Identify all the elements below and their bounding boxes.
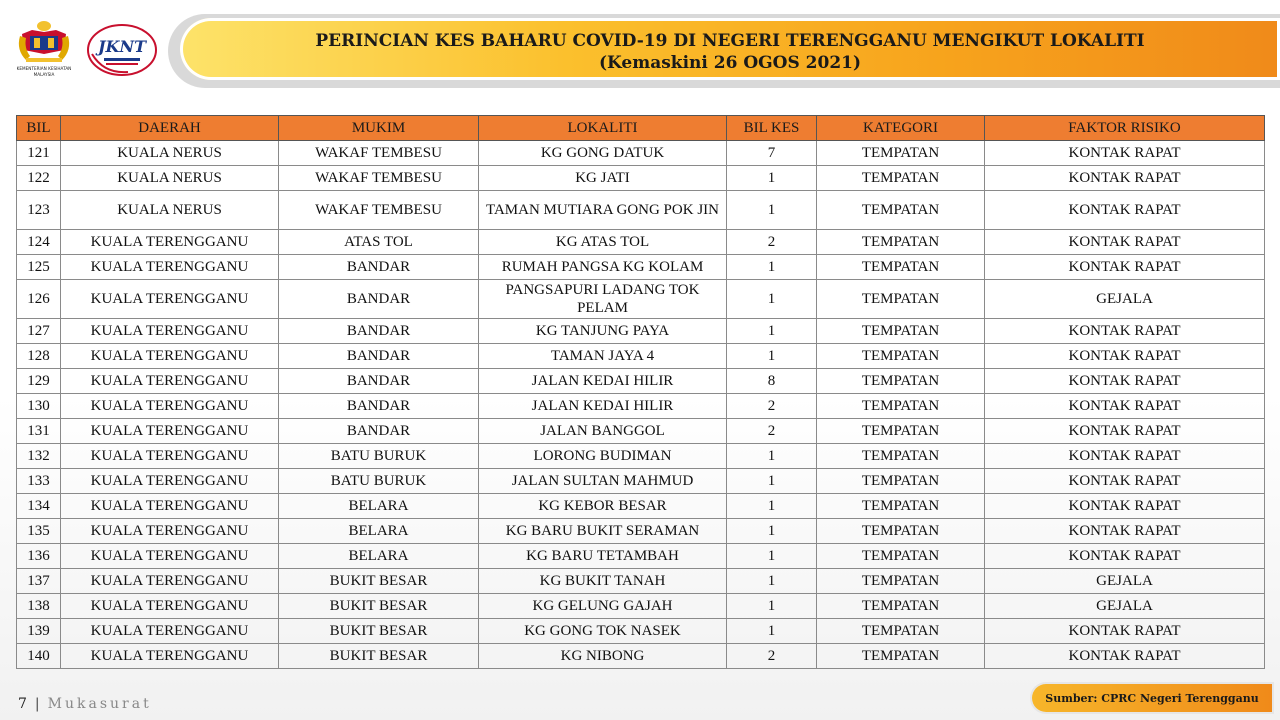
table-row: [17, 469, 1265, 494]
table-body: [17, 141, 1265, 669]
table-row: [17, 369, 1265, 394]
cell-kategori: TEMPATAN: [817, 644, 985, 669]
cell-daerah: KUALA NERUS: [61, 191, 279, 230]
cell-faktor-risiko: KONTAK RAPAT: [985, 494, 1265, 519]
cell-bil: 127: [17, 319, 61, 344]
cell-bil: 133: [17, 469, 61, 494]
cell-kategori: TEMPATAN: [817, 191, 985, 230]
cell-mukim: BANDAR: [279, 419, 479, 444]
cell-mukim: BATU BURUK: [279, 469, 479, 494]
cell-mukim: BUKIT BESAR: [279, 569, 479, 594]
col-header-lokaliti: LOKALITI: [479, 116, 727, 141]
cell-faktor-risiko: KONTAK RAPAT: [985, 141, 1265, 166]
cell-daerah: KUALA TERENGGANU: [61, 544, 279, 569]
cell-mukim: BANDAR: [279, 255, 479, 280]
cell-daerah: KUALA TERENGGANU: [61, 419, 279, 444]
table-row: [17, 319, 1265, 344]
cell-lokaliti: KG KEBOR BESAR: [479, 494, 727, 519]
cell-bil-kes: 1: [727, 619, 817, 644]
title-line-1: PERINCIAN KES BAHARU COVID-19 DI NEGERI TERENGGANU MENGIKUT LOKALITI: [315, 31, 1145, 51]
page-title: [280, 30, 1180, 74]
cell-mukim: BELARA: [279, 519, 479, 544]
cell-daerah: KUALA TERENGGANU: [61, 394, 279, 419]
cell-daerah: KUALA TERENGGANU: [61, 369, 279, 394]
cell-faktor-risiko: KONTAK RAPAT: [985, 369, 1265, 394]
table-row: [17, 166, 1265, 191]
cell-faktor-risiko: KONTAK RAPAT: [985, 255, 1265, 280]
table-row: [17, 141, 1265, 166]
cell-lokaliti: KG BARU BUKIT SERAMAN: [479, 519, 727, 544]
cell-mukim: BANDAR: [279, 319, 479, 344]
cell-kategori: TEMPATAN: [817, 494, 985, 519]
cell-daerah: KUALA TERENGGANU: [61, 344, 279, 369]
cell-bil-kes: 1: [727, 255, 817, 280]
table-row: [17, 230, 1265, 255]
cell-lokaliti: RUMAH PANGSA KG KOLAM: [479, 255, 727, 280]
cell-bil: 135: [17, 519, 61, 544]
cell-bil-kes: 1: [727, 569, 817, 594]
cell-bil-kes: 7: [727, 141, 817, 166]
cell-mukim: BELARA: [279, 544, 479, 569]
cell-mukim: WAKAF TEMBESU: [279, 141, 479, 166]
cell-bil: 121: [17, 141, 61, 166]
page-number: 7: [18, 696, 27, 712]
cell-bil: 123: [17, 191, 61, 230]
cell-faktor-risiko: KONTAK RAPAT: [985, 644, 1265, 669]
cell-lokaliti: KG JATI: [479, 166, 727, 191]
cell-bil: 124: [17, 230, 61, 255]
cell-daerah: KUALA TERENGGANU: [61, 319, 279, 344]
cell-lokaliti: JALAN KEDAI HILIR: [479, 369, 727, 394]
svg-text:JKNT: JKNT: [97, 37, 147, 56]
cell-kategori: TEMPATAN: [817, 369, 985, 394]
table-row: [17, 444, 1265, 469]
cell-bil: 139: [17, 619, 61, 644]
cell-kategori: TEMPATAN: [817, 419, 985, 444]
cell-faktor-risiko: KONTAK RAPAT: [985, 419, 1265, 444]
cell-faktor-risiko: KONTAK RAPAT: [985, 544, 1265, 569]
cell-kategori: TEMPATAN: [817, 469, 985, 494]
cell-mukim: BANDAR: [279, 344, 479, 369]
cell-faktor-risiko: KONTAK RAPAT: [985, 166, 1265, 191]
cell-lokaliti: PANGSAPURI LADANG TOK PELAM: [479, 280, 727, 319]
cell-daerah: KUALA TERENGGANU: [61, 469, 279, 494]
cell-mukim: WAKAF TEMBESU: [279, 191, 479, 230]
cell-lokaliti: KG NIBONG: [479, 644, 727, 669]
table-row: [17, 569, 1265, 594]
cell-daerah: KUALA TERENGGANU: [61, 494, 279, 519]
cell-bil: 122: [17, 166, 61, 191]
cell-mukim: BANDAR: [279, 280, 479, 319]
cell-bil-kes: 2: [727, 644, 817, 669]
page-footer: [18, 696, 152, 712]
title-line-2: (Kemaskini 26 OGOS 2021): [598, 53, 862, 73]
cell-mukim: WAKAF TEMBESU: [279, 166, 479, 191]
svg-text:MALAYSIA: MALAYSIA: [33, 72, 55, 77]
cell-bil-kes: 2: [727, 230, 817, 255]
cell-mukim: BELARA: [279, 494, 479, 519]
svg-text:KEMENTERIAN KESIHATAN: KEMENTERIAN KESIHATAN: [16, 66, 72, 71]
table-row: [17, 619, 1265, 644]
cell-bil: 131: [17, 419, 61, 444]
cell-kategori: TEMPATAN: [817, 619, 985, 644]
cell-bil-kes: 1: [727, 469, 817, 494]
cell-kategori: TEMPATAN: [817, 166, 985, 191]
cell-daerah: KUALA TERENGGANU: [61, 280, 279, 319]
cell-bil: 140: [17, 644, 61, 669]
cell-bil: 138: [17, 594, 61, 619]
cell-mukim: BANDAR: [279, 394, 479, 419]
cell-bil: 137: [17, 569, 61, 594]
cell-bil: 132: [17, 444, 61, 469]
table-row: [17, 394, 1265, 419]
table-row: [17, 644, 1265, 669]
cell-bil-kes: 1: [727, 166, 817, 191]
cell-daerah: KUALA TERENGGANU: [61, 594, 279, 619]
cell-faktor-risiko: KONTAK RAPAT: [985, 344, 1265, 369]
cell-kategori: TEMPATAN: [817, 230, 985, 255]
cell-bil-kes: 1: [727, 594, 817, 619]
col-header-faktor-risiko: FAKTOR RISIKO: [985, 116, 1265, 141]
col-header-bil: BIL: [17, 116, 61, 141]
cell-daerah: KUALA TERENGGANU: [61, 569, 279, 594]
jknt-logo-icon: [84, 22, 160, 78]
cell-bil-kes: 2: [727, 419, 817, 444]
cell-mukim: BATU BURUK: [279, 444, 479, 469]
table-header-row: [17, 116, 1265, 141]
table-row: [17, 344, 1265, 369]
cell-lokaliti: TAMAN MUTIARA GONG POK JIN: [479, 191, 727, 230]
cell-lokaliti: KG GONG TOK NASEK: [479, 619, 727, 644]
cell-bil-kes: 1: [727, 444, 817, 469]
cell-kategori: TEMPATAN: [817, 394, 985, 419]
cell-bil: 130: [17, 394, 61, 419]
cell-kategori: TEMPATAN: [817, 544, 985, 569]
cell-lokaliti: KG ATAS TOL: [479, 230, 727, 255]
cell-bil-kes: 8: [727, 369, 817, 394]
cell-kategori: TEMPATAN: [817, 319, 985, 344]
cell-bil: 129: [17, 369, 61, 394]
table-row: [17, 419, 1265, 444]
table-row: [17, 280, 1265, 319]
cell-bil-kes: 1: [727, 319, 817, 344]
cell-kategori: TEMPATAN: [817, 141, 985, 166]
cell-kategori: TEMPATAN: [817, 255, 985, 280]
cell-bil-kes: 1: [727, 344, 817, 369]
table-row: [17, 494, 1265, 519]
cell-bil: 134: [17, 494, 61, 519]
cell-faktor-risiko: KONTAK RAPAT: [985, 519, 1265, 544]
cell-daerah: KUALA NERUS: [61, 141, 279, 166]
cell-daerah: KUALA TERENGGANU: [61, 255, 279, 280]
cell-bil-kes: 1: [727, 519, 817, 544]
cell-lokaliti: JALAN KEDAI HILIR: [479, 394, 727, 419]
kkm-crest-icon: [16, 20, 72, 82]
cell-lokaliti: KG GELUNG GAJAH: [479, 594, 727, 619]
cell-faktor-risiko: GEJALA: [985, 594, 1265, 619]
cell-bil-kes: 1: [727, 544, 817, 569]
cell-faktor-risiko: GEJALA: [985, 569, 1265, 594]
cell-faktor-risiko: KONTAK RAPAT: [985, 444, 1265, 469]
cell-lokaliti: KG GONG DATUK: [479, 141, 727, 166]
cell-faktor-risiko: KONTAK RAPAT: [985, 619, 1265, 644]
cell-lokaliti: JALAN BANGGOL: [479, 419, 727, 444]
cell-daerah: KUALA TERENGGANU: [61, 230, 279, 255]
table-row: [17, 191, 1265, 230]
cell-bil-kes: 1: [727, 494, 817, 519]
cell-mukim: BUKIT BESAR: [279, 594, 479, 619]
cell-faktor-risiko: KONTAK RAPAT: [985, 319, 1265, 344]
cell-bil-kes: 1: [727, 191, 817, 230]
col-header-daerah: DAERAH: [61, 116, 279, 141]
cell-daerah: KUALA TERENGGANU: [61, 444, 279, 469]
cell-lokaliti: KG BUKIT TANAH: [479, 569, 727, 594]
table-row: [17, 544, 1265, 569]
cases-table: [16, 115, 1265, 669]
col-header-mukim: MUKIM: [279, 116, 479, 141]
header-logos: [12, 20, 172, 82]
cell-bil: 128: [17, 344, 61, 369]
col-header-kategori: KATEGORI: [817, 116, 985, 141]
cell-faktor-risiko: KONTAK RAPAT: [985, 469, 1265, 494]
cell-lokaliti: KG TANJUNG PAYA: [479, 319, 727, 344]
cell-bil: 136: [17, 544, 61, 569]
footer-separator: |: [34, 696, 40, 712]
cell-bil-kes: 1: [727, 280, 817, 319]
col-header-bil-kes: BIL KES: [727, 116, 817, 141]
cell-faktor-risiko: GEJALA: [985, 280, 1265, 319]
cell-faktor-risiko: KONTAK RAPAT: [985, 394, 1265, 419]
table-row: [17, 255, 1265, 280]
cell-lokaliti: KG BARU TETAMBAH: [479, 544, 727, 569]
cell-kategori: TEMPATAN: [817, 569, 985, 594]
table-row: [17, 519, 1265, 544]
cell-bil-kes: 2: [727, 394, 817, 419]
source-badge: [1032, 684, 1272, 712]
cell-daerah: KUALA NERUS: [61, 166, 279, 191]
cell-lokaliti: LORONG BUDIMAN: [479, 444, 727, 469]
cell-lokaliti: TAMAN JAYA 4: [479, 344, 727, 369]
cell-faktor-risiko: KONTAK RAPAT: [985, 230, 1265, 255]
source-text: Sumber: CPRC Negeri Terengganu: [1045, 691, 1259, 705]
table-row: [17, 594, 1265, 619]
cell-kategori: TEMPATAN: [817, 344, 985, 369]
page-label: Mukasurat: [47, 696, 152, 712]
cell-mukim: BANDAR: [279, 369, 479, 394]
cell-bil: 125: [17, 255, 61, 280]
cell-kategori: TEMPATAN: [817, 594, 985, 619]
cell-mukim: BUKIT BESAR: [279, 644, 479, 669]
cell-kategori: TEMPATAN: [817, 280, 985, 319]
cell-faktor-risiko: KONTAK RAPAT: [985, 191, 1265, 230]
cell-daerah: KUALA TERENGGANU: [61, 619, 279, 644]
cell-daerah: KUALA TERENGGANU: [61, 644, 279, 669]
cell-daerah: KUALA TERENGGANU: [61, 519, 279, 544]
cell-mukim: BUKIT BESAR: [279, 619, 479, 644]
cell-lokaliti: JALAN SULTAN MAHMUD: [479, 469, 727, 494]
cell-kategori: TEMPATAN: [817, 444, 985, 469]
cell-bil: 126: [17, 280, 61, 319]
cell-mukim: ATAS TOL: [279, 230, 479, 255]
cell-kategori: TEMPATAN: [817, 519, 985, 544]
